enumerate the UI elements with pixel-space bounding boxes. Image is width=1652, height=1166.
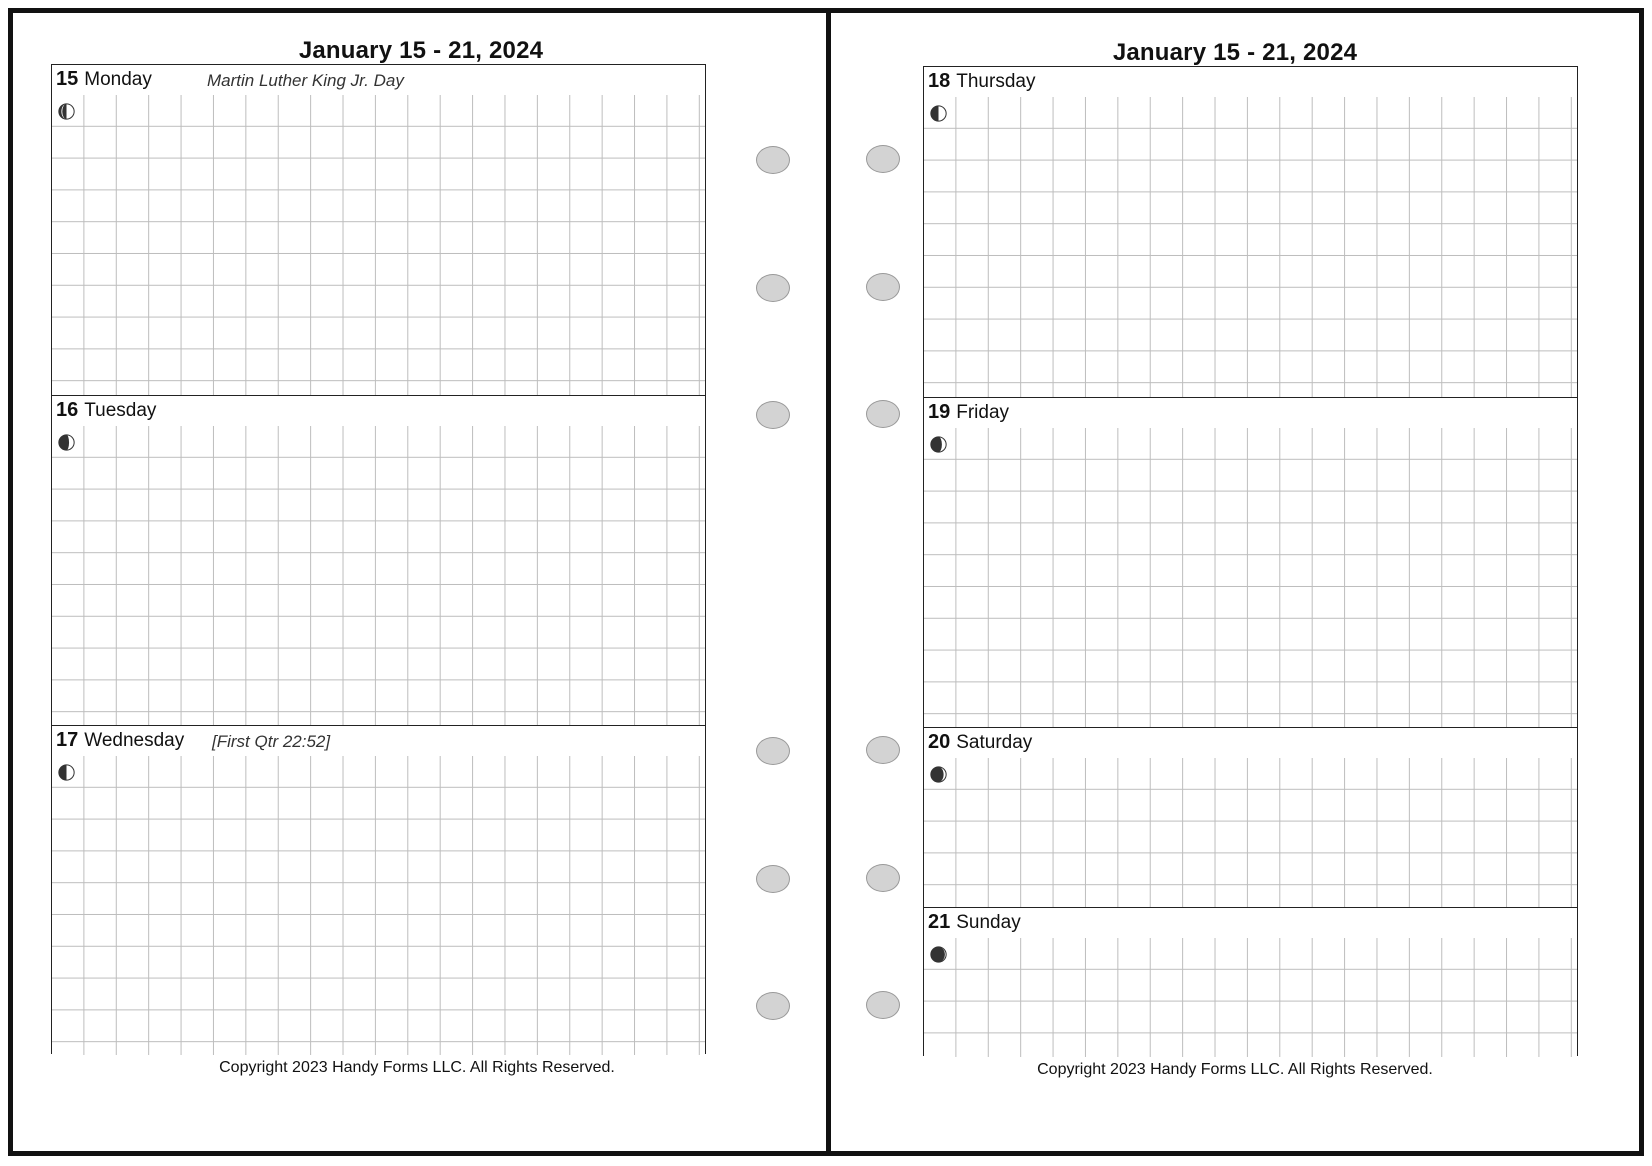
punch-hole bbox=[866, 400, 900, 428]
writing-grid bbox=[924, 97, 1577, 397]
punch-hole bbox=[756, 146, 790, 174]
day-header bbox=[56, 68, 152, 94]
day-name: Monday bbox=[84, 69, 152, 90]
day-number: 21 bbox=[928, 911, 951, 933]
first-quarter-moon-icon bbox=[58, 764, 75, 781]
writing-grid bbox=[52, 95, 705, 395]
punch-hole bbox=[866, 991, 900, 1019]
waxing-gibbous-moon-icon bbox=[930, 436, 947, 453]
week-grid bbox=[51, 64, 706, 1054]
day-box-monday[interactable] bbox=[52, 65, 705, 395]
day-header bbox=[56, 399, 156, 425]
writing-grid bbox=[924, 428, 1577, 727]
punch-hole bbox=[756, 401, 790, 429]
day-number: 18 bbox=[928, 70, 951, 92]
week-grid bbox=[923, 66, 1578, 1056]
day-header bbox=[928, 731, 1032, 757]
moon-phase-note: [First Qtr 22:52] bbox=[212, 732, 331, 751]
day-number: 19 bbox=[928, 401, 951, 423]
day-number: 20 bbox=[928, 731, 951, 753]
punch-hole bbox=[756, 992, 790, 1020]
copyright-notice: Copyright 2023 Handy Forms LLC. All Rights Reserved. bbox=[1037, 1061, 1433, 1078]
day-header bbox=[928, 70, 1035, 96]
day-box-thursday[interactable] bbox=[924, 67, 1577, 397]
day-name: Tuesday bbox=[84, 400, 157, 421]
day-number: 17 bbox=[56, 729, 79, 751]
writing-grid bbox=[924, 938, 1577, 1057]
punch-hole bbox=[866, 273, 900, 301]
day-box-saturday[interactable] bbox=[924, 727, 1577, 907]
punch-hole bbox=[756, 737, 790, 765]
punch-hole bbox=[866, 736, 900, 764]
day-number: 16 bbox=[56, 399, 79, 421]
copyright-notice: Copyright 2023 Handy Forms LLC. All Rights Reserved. bbox=[219, 1059, 615, 1076]
waxing-crescent-moon-icon bbox=[58, 434, 75, 451]
day-box-sunday[interactable] bbox=[924, 907, 1577, 1057]
writing-grid bbox=[924, 758, 1577, 907]
day-box-tuesday[interactable] bbox=[52, 395, 705, 725]
waxing-gibbous-moon-icon bbox=[930, 946, 947, 963]
day-name: Saturday bbox=[956, 732, 1033, 753]
writing-grid bbox=[52, 756, 705, 1055]
day-header bbox=[928, 911, 1021, 937]
day-name: Sunday bbox=[956, 912, 1021, 933]
left-planner-page bbox=[8, 8, 834, 1156]
punch-hole bbox=[756, 274, 790, 302]
punch-hole bbox=[756, 865, 790, 893]
day-header bbox=[928, 401, 1009, 427]
day-name: Wednesday bbox=[84, 730, 185, 751]
first-quarter-moon-icon bbox=[930, 105, 947, 122]
writing-grid bbox=[52, 426, 705, 725]
day-box-wednesday[interactable] bbox=[52, 725, 705, 1055]
page-title: January 15 - 21, 2024 bbox=[1112, 39, 1358, 66]
day-name: Friday bbox=[956, 402, 1010, 423]
page-title: January 15 - 21, 2024 bbox=[298, 37, 544, 64]
punch-hole bbox=[866, 864, 900, 892]
day-header bbox=[56, 729, 184, 755]
waxing-gibbous-moon-icon bbox=[930, 766, 947, 783]
day-box-friday[interactable] bbox=[924, 397, 1577, 727]
waxing-crescent-moon-icon bbox=[58, 103, 75, 120]
punch-hole bbox=[866, 145, 900, 173]
day-name: Thursday bbox=[956, 71, 1036, 92]
holiday-note: Martin Luther King Jr. Day bbox=[207, 71, 404, 90]
day-number: 15 bbox=[56, 68, 79, 90]
right-planner-page bbox=[826, 8, 1644, 1156]
